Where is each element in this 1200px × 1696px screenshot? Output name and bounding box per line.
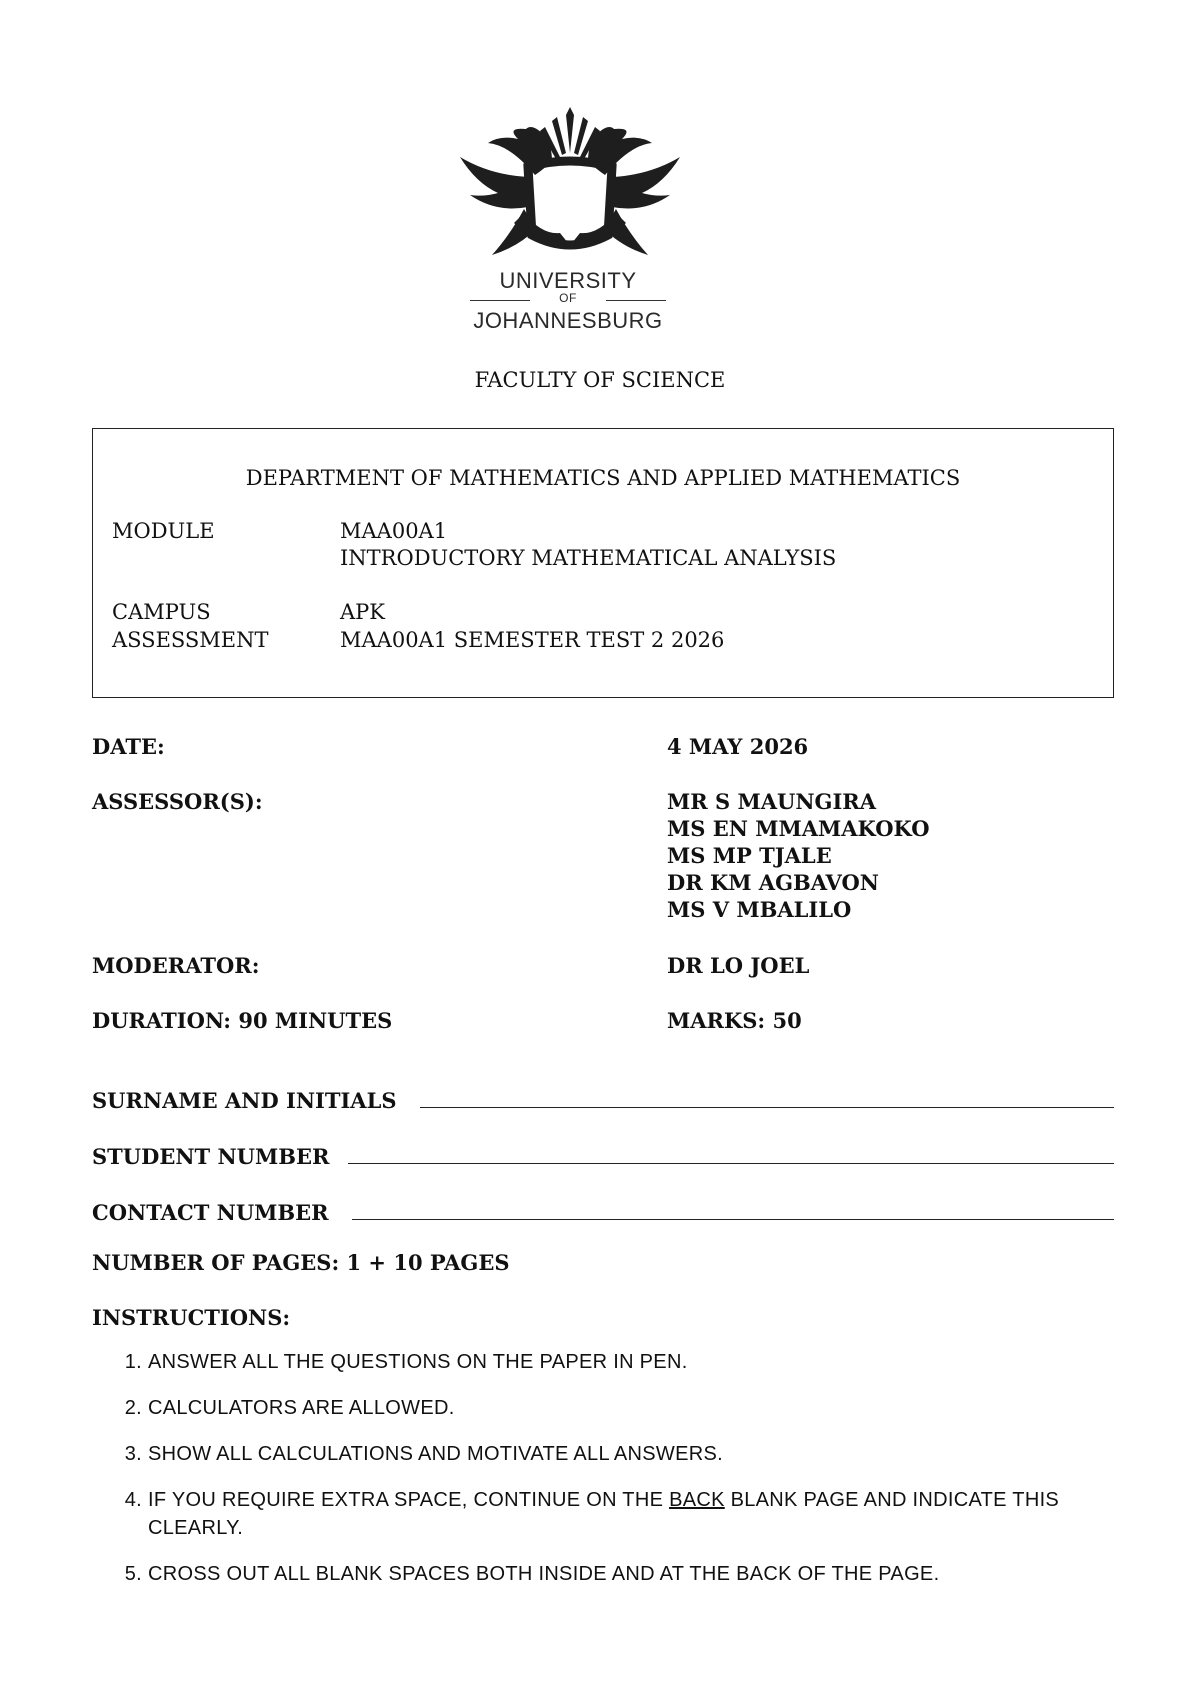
instruction-number: 3. bbox=[124, 1443, 142, 1465]
instruction-text: ANSWER ALL THE QUESTIONS ON THE PAPER IN PEN. bbox=[148, 1351, 688, 1373]
marks-text: MARKS: 50 bbox=[667, 1008, 802, 1033]
surname-input-line[interactable] bbox=[420, 1107, 1114, 1108]
logo-divider-right bbox=[606, 300, 666, 301]
assessors-label: ASSESSOR(S): bbox=[92, 789, 263, 814]
instruction-text: SHOW ALL CALCULATIONS AND MOTIVATE ALL ANSWERS. bbox=[148, 1443, 723, 1465]
assessor-name: MR S MAUNGIRA bbox=[667, 789, 877, 814]
faculty-title: FACULTY OF SCIENCE bbox=[474, 368, 726, 392]
campus-label: CAMPUS bbox=[112, 600, 211, 624]
underlined-back-word: BACK bbox=[669, 1489, 725, 1511]
instruction-text-part: IF YOU REQUIRE EXTRA SPACE, CONTINUE ON THE bbox=[148, 1489, 670, 1511]
logo-university-text: UNIVERSITY bbox=[499, 268, 637, 293]
instruction-number: 2. bbox=[124, 1397, 142, 1419]
moderator-label: MODERATOR: bbox=[92, 953, 260, 978]
module-code: MAA00A1 bbox=[340, 519, 448, 543]
date-label: DATE: bbox=[92, 734, 165, 759]
student-number-label: STUDENT NUMBER bbox=[92, 1144, 330, 1169]
assessor-name: MS MP TJALE bbox=[667, 843, 832, 868]
assessment-value: MAA00A1 SEMESTER TEST 2 2026 bbox=[340, 628, 725, 652]
logo-of-text: OF bbox=[559, 291, 577, 305]
campus-value: APK bbox=[340, 600, 385, 624]
date-value: 4 MAY 2026 bbox=[667, 734, 809, 759]
duration-text: DURATION: 90 MINUTES bbox=[92, 1008, 393, 1033]
instruction-number: 5. bbox=[124, 1563, 142, 1585]
assessment-label: ASSESSMENT bbox=[112, 628, 269, 652]
moderator-value: DR LO JOEL bbox=[667, 953, 810, 978]
student-number-input-line[interactable] bbox=[348, 1163, 1114, 1164]
instructions-heading: INSTRUCTIONS: bbox=[92, 1305, 291, 1330]
contact-number-label: CONTACT NUMBER bbox=[92, 1200, 329, 1225]
instruction-text-part: BLANK PAGE AND INDICATE THIS CLEARLY. bbox=[148, 1489, 1060, 1539]
assessor-name: DR KM AGBAVON bbox=[667, 870, 879, 895]
instruction-text: CALCULATORS ARE ALLOWED. bbox=[148, 1397, 455, 1419]
number-of-pages: NUMBER OF PAGES: 1 + 10 PAGES bbox=[92, 1250, 510, 1275]
logo-johannesburg-text: JOHANNESBURG bbox=[473, 308, 663, 333]
instruction-text: CROSS OUT ALL BLANK SPACES BOTH INSIDE AND AT THE BACK OF THE PAGE. bbox=[148, 1563, 940, 1585]
module-name: INTRODUCTORY MATHEMATICAL ANALYSIS bbox=[340, 546, 837, 570]
instruction-number: 1. bbox=[124, 1351, 142, 1373]
assessor-name: MS EN MMAMAKOKO bbox=[667, 816, 930, 841]
department-title: DEPARTMENT OF MATHEMATICS AND APPLIED MATHEMATICS bbox=[245, 466, 961, 490]
surname-label: SURNAME AND INITIALS bbox=[92, 1088, 397, 1113]
instruction-text bbox=[148, 1486, 1113, 1542]
contact-number-input-line[interactable] bbox=[352, 1219, 1114, 1220]
instruction-number: 4. bbox=[124, 1489, 142, 1511]
assessor-name: MS V MBALILO bbox=[667, 897, 852, 922]
module-label: MODULE bbox=[112, 519, 215, 543]
